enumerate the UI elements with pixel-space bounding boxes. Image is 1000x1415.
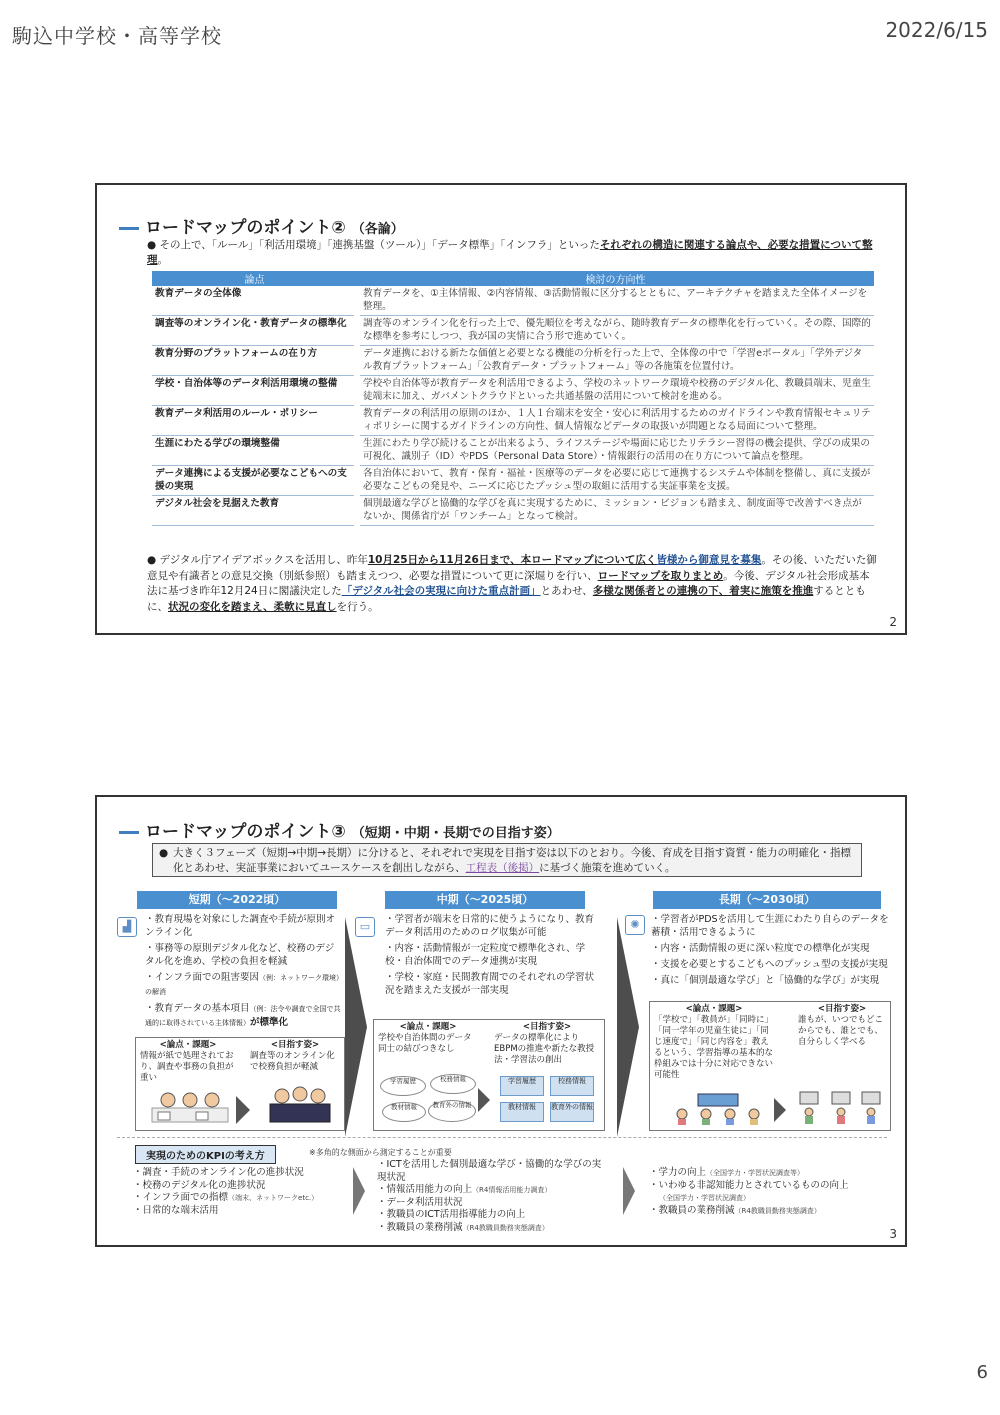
kpi-item: ・校務のデジタル化の進捗状況 bbox=[133, 1179, 266, 1191]
topic-cell: デジタル社会を見据えた教育 bbox=[152, 496, 357, 526]
goal-item: ・学習者が端末を日常的に使うようになり、教育データ利活用のためのログ収集が可能 bbox=[385, 914, 595, 938]
print-date: 2022/6/15 bbox=[885, 18, 988, 42]
slide-roadmap-point-2 bbox=[95, 183, 907, 635]
goal-text: ・インフラ面での阻害要因 bbox=[145, 972, 260, 983]
kpi-mid-term bbox=[377, 1159, 607, 1234]
kpi-source: （R4教職員勤務実態調査） bbox=[734, 1206, 821, 1215]
kpi-arrow bbox=[353, 1167, 365, 1215]
intro-box bbox=[152, 843, 862, 877]
issue-text: 学校や自治体間のデータ同士の結びつきなし bbox=[378, 1033, 472, 1054]
slide-number: 2 bbox=[889, 615, 897, 629]
goal-label: <目指す姿> bbox=[270, 1040, 320, 1050]
bullet-dot: ● bbox=[159, 847, 169, 859]
topics-table bbox=[152, 271, 874, 526]
goal-text: 誰もが、いつでもどこからでも、誰とでも、自分らしく学べる bbox=[798, 1015, 884, 1047]
topic-cell: 学校・自治体等のデータ利活用環境の整備 bbox=[152, 376, 357, 406]
mid-term-issue-goal-box bbox=[373, 1019, 605, 1131]
transition-arrow bbox=[478, 1088, 490, 1112]
table-header bbox=[152, 271, 874, 286]
slide-roadmap-point-3 bbox=[95, 795, 907, 1247]
direction-cell: 生涯にわたり学び続けることが出来るよう、ライフステージや場面に応じたリテラシー習得の機会提供、学びの成果の可視化、識別子（ID）やPDS（Personal Data Store）・情報銀行の活用の在り方について論点を整理。 bbox=[357, 436, 874, 466]
kpi-text: ・学力の向上 bbox=[649, 1167, 707, 1178]
short-term-issue-goal-box bbox=[135, 1037, 345, 1131]
col-header-topic: 論点 bbox=[152, 271, 357, 286]
goal-item: ・教育現場を対象にした調査や手続が原則オンライン化 bbox=[145, 914, 336, 938]
note-text: を行う。 bbox=[336, 600, 379, 613]
note-emphasis: 状況の変化を踏まえ、柔軟に見直し bbox=[168, 600, 337, 613]
data-silo-oval: 教育外の情報 bbox=[428, 1100, 476, 1122]
table-row bbox=[152, 406, 874, 436]
title-accent-bar bbox=[119, 831, 139, 834]
note-emphasis: 10月25日から11月26日まで、本ロードマップについて広く bbox=[367, 554, 657, 566]
linked-data-box: 校務情報 bbox=[550, 1076, 594, 1096]
paperwork-teachers-illustration bbox=[150, 1086, 230, 1126]
kpi-source: （R4情報活用能力調査） bbox=[472, 1186, 552, 1194]
topic-cell: 教育データ利活用のルール・ポリシー bbox=[152, 406, 357, 436]
kpi-source: （全国学力・学習状況調査等） bbox=[706, 1169, 805, 1177]
goal-text: 調査等のオンライン化で校務負担が軽減 bbox=[250, 1051, 335, 1072]
schedule-link: 工程表（後掲） bbox=[465, 862, 540, 874]
short-term-goals bbox=[145, 913, 341, 1033]
intro-text: その上で、「ルール」「利活用環境」「連携基盤（ツール）」「データ標準」「インフラ」といった bbox=[159, 239, 600, 251]
kpi-text: ・教職員の業務削減 bbox=[377, 1221, 463, 1233]
phase-short-header: 短期（～2022頃） bbox=[137, 891, 337, 909]
issue-label: <論点・課題> bbox=[399, 1022, 457, 1032]
issue-label: <論点・課題> bbox=[159, 1040, 217, 1050]
topic-cell: データ連携による支援が必要なこどもへの支援の実現 bbox=[152, 466, 357, 496]
goal-label: <目指す姿> bbox=[522, 1022, 572, 1032]
topic-cell: 教育分野のプラットフォームの在り方 bbox=[152, 346, 357, 376]
table-row bbox=[152, 496, 874, 526]
intro-emphasis: それぞれの構造に関連する論点や、必要な措置について整理 bbox=[147, 239, 873, 266]
slide-subtitle: （各論） bbox=[351, 222, 404, 237]
linked-data-box: 教材情報 bbox=[500, 1102, 544, 1122]
slide-title bbox=[119, 213, 404, 238]
table-row bbox=[152, 436, 874, 466]
kpi-item: ・調査・手続のオンライン化の進捗状況 bbox=[133, 1167, 304, 1178]
goal-text: データの標準化によりEBPMの推進や新たな教授法・学習法の創出 bbox=[494, 1033, 595, 1065]
kpi-item bbox=[649, 1167, 889, 1180]
linked-data-box: 学習履歴 bbox=[500, 1076, 544, 1096]
goal-item: ・内容・活動情報が一定粒度で標準化され、学校・自治体間でのデータ連携が実現 bbox=[385, 943, 586, 967]
goal-emphasis: が標準化 bbox=[250, 1017, 289, 1028]
kpi-source: （全国学力・学習状況調査） bbox=[659, 1194, 750, 1202]
kpi-item: ・いわゆる非認知能力とされているものの向上 bbox=[649, 1179, 849, 1191]
kpi-item: ・ICTを活用した個別最適な学び・協働的な学びの実現状況 bbox=[377, 1159, 602, 1183]
issue-text: 「学校で」「教員が」「同時に」「同一学年の児童生徒に」「同じ速度で」「同じ内容を」教えるという、学習指導の基本的な枠組みでは十分に対応できない可能性 bbox=[654, 1015, 774, 1080]
kpi-label: 実現のためのKPIの考え方 bbox=[135, 1145, 276, 1164]
direction-cell: 学校や自治体等が教育データを利活用できるよう、学校のネットワーク環境や校務のデジタル化、教職員端末、児童生徒端末に加え、ガバメントクラウドといった共通基盤の活用について検討を進める。 bbox=[357, 376, 874, 406]
table-row bbox=[152, 376, 874, 406]
table-row bbox=[152, 316, 874, 346]
topic-cell: 調査等のオンライン化・教育データの標準化 bbox=[152, 316, 357, 346]
kpi-item: ・日常的な端末活用 bbox=[133, 1204, 219, 1216]
note-highlight: 「デジタル社会の実現に向けた重点計画」 bbox=[341, 585, 541, 597]
page-number: 6 bbox=[976, 1362, 988, 1383]
kpi-item: ・データ利活用状況 bbox=[377, 1196, 463, 1208]
title-accent-bar bbox=[119, 227, 139, 230]
note-text: 。その後、いただいた御意見や有識者との意見交換（別紙参照）も踏まえつつ、必要な措置について更に深堀りを行い、 bbox=[147, 554, 877, 582]
note-text: するとともに、 bbox=[147, 585, 866, 613]
goal-item bbox=[145, 971, 341, 999]
intro-end: 。 bbox=[157, 254, 168, 266]
topic-cell: 教育データの全体像 bbox=[152, 286, 357, 316]
kpi-note: ※多角的な側面から測定することが重要 bbox=[309, 1148, 452, 1157]
note-emphasis: ロードマップを取りまとめ bbox=[597, 569, 724, 582]
phase-arrow bbox=[345, 917, 367, 1137]
direction-cell: 調査等のオンライン化を行った上で、優先順位を考えながら、随時教育データの標準化を行っていく。その際、国際的な標準を参考にしつつ、我が国の実情に合う形で進めていく。 bbox=[357, 316, 874, 346]
slide-title bbox=[119, 817, 560, 842]
transition-arrow bbox=[774, 1098, 786, 1122]
table-row bbox=[152, 346, 874, 376]
slide-title-text: ロードマップのポイント② bbox=[145, 218, 346, 238]
issue-block bbox=[140, 1040, 236, 1084]
classroom-illustration bbox=[668, 1092, 768, 1126]
kpi-text: ・インフラ面での指標 bbox=[133, 1192, 229, 1203]
goal-item bbox=[145, 1002, 341, 1030]
kpi-source: （端末、ネットワークetc.） bbox=[228, 1194, 319, 1202]
goal-text: ・教育データの基本項目 bbox=[145, 1003, 250, 1014]
note-text: 。今後、デジタル社会形成基本法に基づき昨年12月24日に閣議決定した bbox=[147, 569, 870, 597]
transition-arrow bbox=[236, 1096, 250, 1124]
goal-item: ・学習者がPDSを活用して生涯にわたり自らのデータを蓄積・活用できるように bbox=[651, 914, 889, 938]
kpi-item bbox=[377, 1222, 607, 1235]
linked-data-box: 教育外の情報 bbox=[550, 1102, 594, 1122]
note-highlight: 皆様から御意見を募集 bbox=[656, 554, 762, 566]
slide-title-text: ロードマップのポイント③ bbox=[145, 822, 346, 842]
kpi-text: ・教職員の業務削減 bbox=[649, 1204, 735, 1216]
school-name: 駒込中学校・高等学校 bbox=[12, 24, 222, 48]
direction-cell: データ連携における新たな価値と必要となる機能の分析を行った上で、全体像の中で「学習eポータル」「学外デジタル教育プラットフォーム」「公教育データ・プラットフォーム」等の各施策を位置付け。 bbox=[357, 346, 874, 376]
slide-subtitle: （短期・中期・長期での目指す姿） bbox=[351, 826, 560, 841]
direction-cell: 教育データを、①主体情報、②内容情報、③活動情報に区分するとともに、アーキテクチャを踏まえた全体イメージを整理。 bbox=[357, 286, 874, 316]
goal-block bbox=[798, 1004, 886, 1048]
mid-term-goals bbox=[385, 913, 600, 1000]
direction-cell: 個別最適な学びと協働的な学びを真に実現するために、ミッション・ビジョンも踏まえ、制度面等で改善すべき点がないか、関係省庁が「ワンチーム」となって検討。 bbox=[357, 496, 874, 526]
issue-block bbox=[654, 1004, 774, 1081]
table-row bbox=[152, 466, 874, 496]
intro-text-end: に基づく施策を進めていく。 bbox=[539, 862, 676, 874]
issue-label: <論点・課題> bbox=[685, 1004, 743, 1014]
phase-arrow bbox=[617, 917, 639, 1137]
goal-example: （例：法令や調査で全国で共通的に取得されている主体情報） bbox=[145, 1005, 341, 1027]
phase-mid-header: 中期（～2025頃） bbox=[385, 891, 585, 909]
kpi-arrow bbox=[623, 1167, 635, 1215]
intro-text: 大きく３フェーズ（短期→中期→長期）に分けると、それぞれで実現を目指す姿は以下のとおり。今後、育成を目指す資質・能力の明確化・指標化とあわせ、実証事業においてユースケースを創出しながら、 bbox=[173, 847, 852, 874]
goal-item: ・支援を必要とするこどもへのプッシュ型の支援が実現 bbox=[651, 959, 888, 970]
kpi-item: ・教職員のICT活用指導能力の向上 bbox=[377, 1209, 526, 1220]
goal-block bbox=[250, 1040, 340, 1073]
topic-cell: 生涯にわたる学びの環境整備 bbox=[152, 436, 357, 466]
direction-cell: 各自治体において、教育・保育・福祉・医療等のデータを必要に応じて連携するシステムや体制を整備し、真に支援が必要なこどもの発見や、ニーズに応じたプッシュ型の取組に活用する実証事業を支援。 bbox=[357, 466, 874, 496]
goal-item: ・学校・家庭・民間教育間でのそれぞれの学習状況を踏まえた支援が一部実現 bbox=[385, 972, 595, 996]
long-term-issue-goal-box bbox=[649, 1001, 891, 1131]
kpi-item bbox=[377, 1184, 607, 1197]
goal-label: <目指す姿> bbox=[817, 1004, 867, 1014]
data-silo-oval: 教材情報 bbox=[382, 1102, 426, 1122]
goal-item: ・内容・活動情報の更に深い粒度での標準化が実現 bbox=[651, 943, 870, 954]
closing-note: ● デジタル庁アイデアボックスを活用し、昨年10月25日から11月26日まで、本ロードマップについて広く皆様から御意見を募集。その後、いただいた御意見や有識者との意見交換（別紙参照）も踏まえつつ、必要な措置について更に深堀りを行い、ロードマップを取りまとめ。今後、デジタル社会形成基本法に基づき昨年12月24日に閣議決定した「デジタル社会の実現に向けた重点計画」とあわせ、多様な関係者との連携の下、着実に施策を推進するとともに、状況の変化を踏まえ、柔軟に見直しを行う。 bbox=[147, 554, 877, 613]
goal-block bbox=[494, 1022, 600, 1066]
phase-long-header: 長期（～2030頃） bbox=[653, 891, 881, 909]
note-text: デジタル庁アイデアボックスを活用し、昨年 bbox=[159, 554, 368, 566]
goal-item: ・真に「個別最適な学び」と「協働的な学び」が実現 bbox=[651, 975, 880, 986]
slide-number: 3 bbox=[889, 1227, 897, 1241]
kpi-source: （R4教職員勤務実態調査） bbox=[462, 1223, 549, 1232]
kpi-long-term bbox=[649, 1167, 889, 1217]
kpi-divider bbox=[117, 1137, 887, 1138]
kpi-item bbox=[649, 1192, 889, 1205]
goal-item: ・事務等の原則デジタル化など、校務のデジタル化を進め、学校の負担を軽減 bbox=[145, 943, 335, 967]
computer-icon: ▭ bbox=[355, 917, 375, 937]
learning-anywhere-illustration bbox=[796, 1088, 886, 1126]
table-row bbox=[152, 286, 874, 316]
kpi-item bbox=[133, 1192, 343, 1205]
note-emphasis: 多様な関係者との連携の下、着実に施策を推進 bbox=[592, 585, 814, 597]
long-term-goals bbox=[651, 913, 891, 990]
growth-chart-icon: ▟ bbox=[117, 917, 137, 937]
note-text: とあわせ、 bbox=[540, 585, 593, 597]
issue-block bbox=[378, 1022, 478, 1055]
col-header-direction: 検討の方向性 bbox=[357, 271, 874, 286]
issue-text: 情報が紙で処理されており、調査や事務の負担が重い bbox=[140, 1051, 234, 1083]
data-silo-oval: 学習履歴 bbox=[380, 1076, 426, 1096]
data-silo-oval: 校務情報 bbox=[430, 1074, 476, 1094]
kpi-text: ・情報活用能力の向上 bbox=[377, 1184, 473, 1195]
goal-example: （例：ネットワーク環境）の解消 bbox=[145, 974, 340, 996]
kpi-item bbox=[649, 1205, 889, 1218]
lightbulb-people-icon: ✺ bbox=[625, 915, 645, 935]
online-teachers-illustration bbox=[262, 1084, 338, 1126]
kpi-short-term bbox=[133, 1167, 343, 1217]
intro-bullet: ● その上で、「ルール」「利活用環境」「連携基盤（ツール）」「データ標準」「インフラ」といったそれぞれの構造に関連する論点や、必要な措置について整理。 bbox=[147, 239, 873, 266]
direction-cell: 教育データの利活用の原則のほか、１人１台端末を安全・安心に利活用するためのガイドラインや教育情報セキュリティポリシーに関するガイドラインの方向性、個人情報などデータの取扱いが問題となる局面について整理。 bbox=[357, 406, 874, 436]
